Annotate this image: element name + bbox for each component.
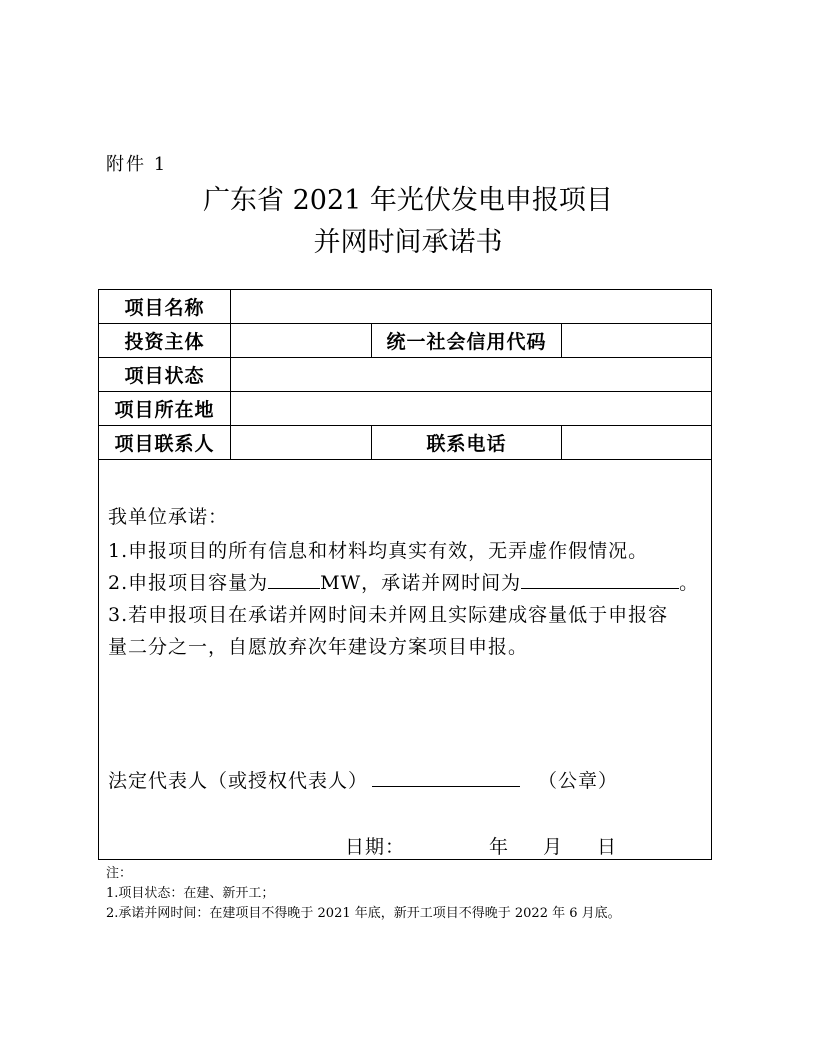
contact-person-field[interactable] bbox=[231, 426, 372, 460]
contact-person-label: 项目联系人 bbox=[99, 426, 231, 460]
project-status-field[interactable] bbox=[231, 358, 712, 392]
project-name-field[interactable] bbox=[231, 290, 712, 324]
date-label: 日期： bbox=[345, 836, 406, 858]
credit-code-label: 统一社会信用代码 bbox=[372, 324, 562, 358]
note-2: 2.承诺并网时间：在建项目不得晚于 2021 年底，新开工项目不得晚于 2022 年 6 月底。 bbox=[106, 906, 621, 921]
date-line bbox=[345, 832, 617, 859]
project-name-label: 项目名称 bbox=[99, 290, 231, 324]
row-project-status bbox=[99, 358, 712, 392]
row-project-name bbox=[99, 290, 712, 324]
document-title-line2: 并网时间承诺书 bbox=[313, 227, 503, 258]
row-commitment bbox=[99, 460, 712, 860]
attachment-label: 附件 1 bbox=[106, 154, 168, 175]
commitment-heading: 我单位承诺： bbox=[108, 506, 229, 528]
day-label: 日 bbox=[597, 836, 618, 858]
grid-connection-time-blank[interactable] bbox=[521, 570, 679, 589]
month-label: 月 bbox=[543, 836, 564, 858]
commitment-item1: 1.申报项目的所有信息和材料均真实有效，无弄虚作假情况。 bbox=[108, 540, 649, 562]
signature-label: 法定代表人（或授权代表人） bbox=[108, 770, 369, 792]
investor-field[interactable] bbox=[231, 324, 372, 358]
seal-label: （公章） bbox=[538, 770, 619, 792]
year-label: 年 bbox=[489, 836, 510, 858]
row-project-location bbox=[99, 392, 712, 426]
commitment-item2-prefix: 2.申报项目容量为 bbox=[108, 572, 269, 594]
row-investor bbox=[99, 324, 712, 358]
notes-heading: 注： bbox=[106, 866, 133, 881]
row-contact bbox=[99, 426, 712, 460]
document-title-line1: 广东省 2021 年光伏发电申报项目 bbox=[203, 185, 613, 216]
notes bbox=[106, 864, 621, 924]
project-location-label: 项目所在地 bbox=[99, 392, 231, 426]
commitment-form-table bbox=[98, 289, 712, 860]
note-1: 1.项目状态：在建、新开工； bbox=[106, 886, 275, 901]
commitment-cell bbox=[99, 460, 712, 860]
signature-blank[interactable] bbox=[372, 768, 520, 787]
commitment-item2-unit: MW，承诺并网时间为 bbox=[320, 572, 522, 594]
commitment-item2 bbox=[108, 568, 699, 595]
signature-line bbox=[108, 766, 618, 793]
commitment-item3-line2: 量二分之一，自愿放弃次年建设方案项目申报。 bbox=[108, 636, 529, 658]
capacity-blank[interactable] bbox=[268, 570, 320, 589]
contact-phone-label: 联系电话 bbox=[372, 426, 562, 460]
credit-code-field[interactable] bbox=[562, 324, 712, 358]
project-location-field[interactable] bbox=[231, 392, 712, 426]
contact-phone-field[interactable] bbox=[562, 426, 712, 460]
commitment-item2-suffix: 。 bbox=[679, 572, 700, 594]
investor-label: 投资主体 bbox=[99, 324, 231, 358]
commitment-item3-line1: 3.若申报项目在承诺并网时间未并网且实际建成容量低于申报容 bbox=[108, 604, 669, 626]
project-status-label: 项目状态 bbox=[99, 358, 231, 392]
